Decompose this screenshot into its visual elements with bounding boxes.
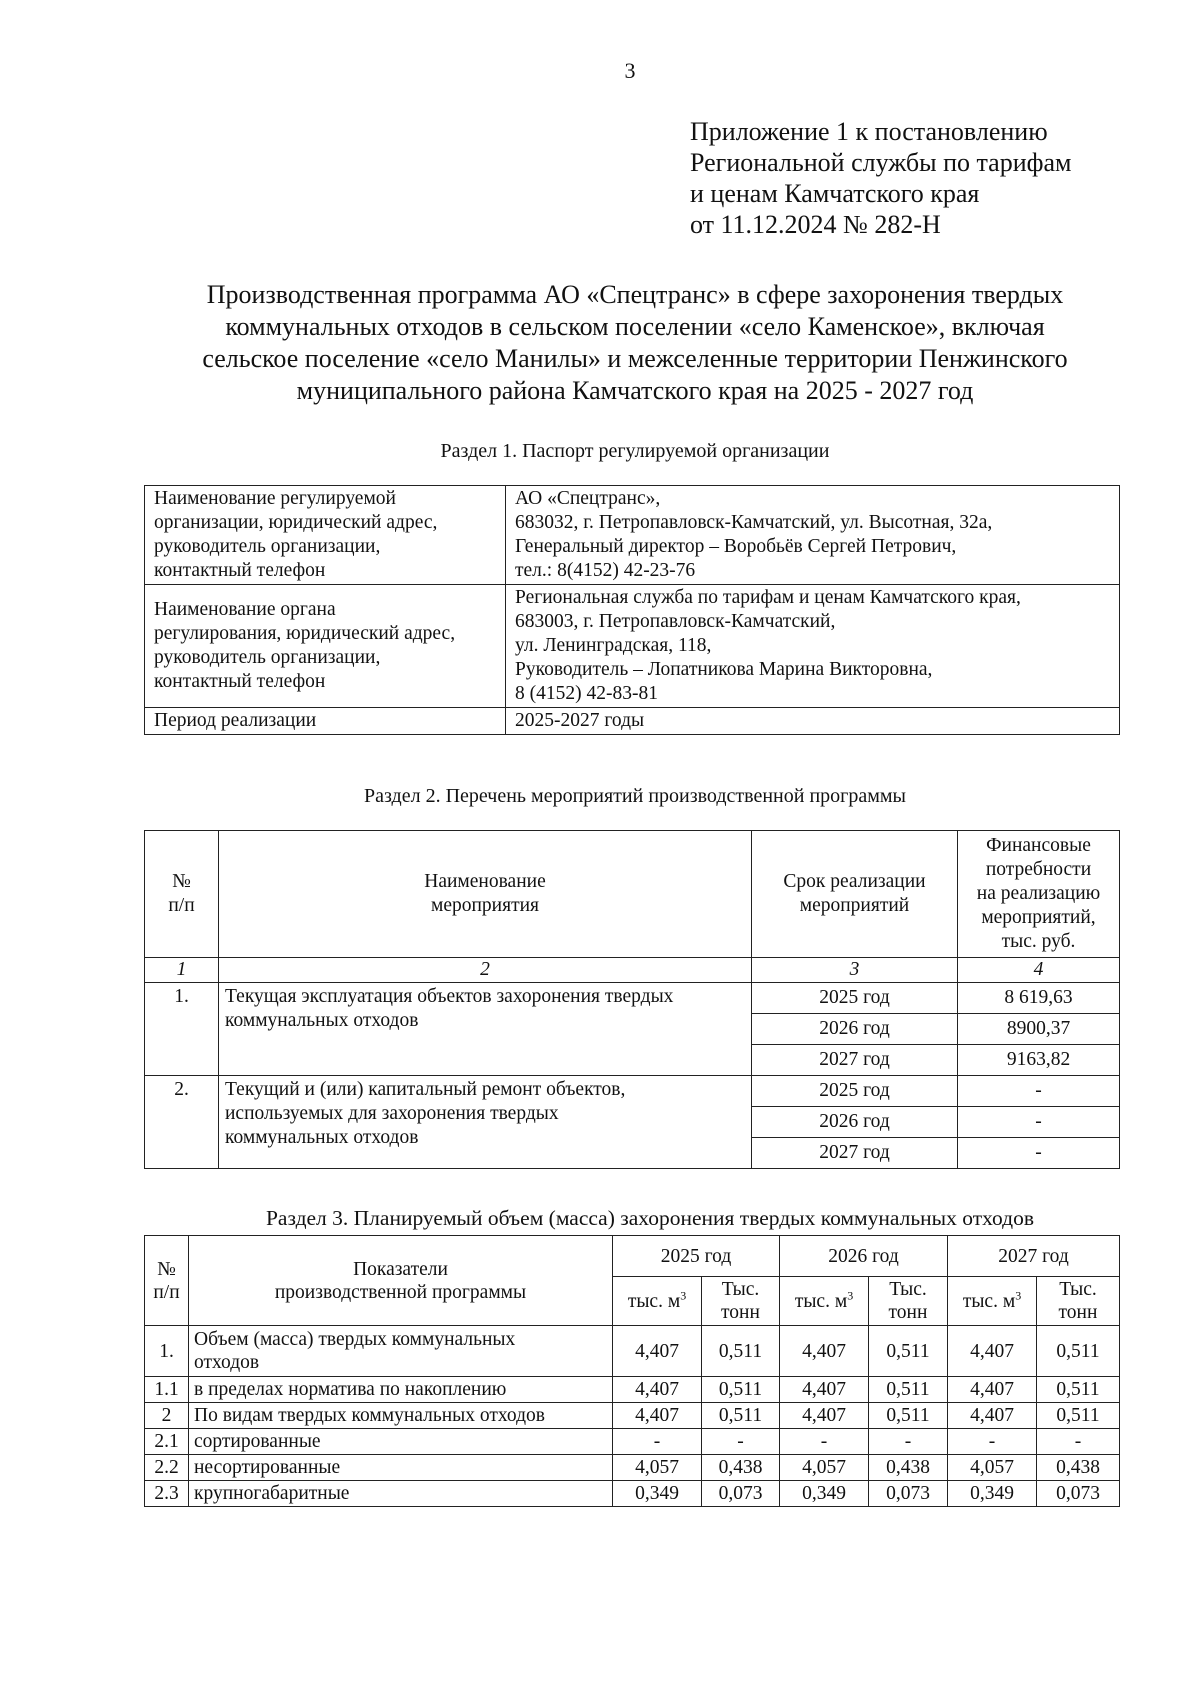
table-header-row: [145, 1236, 1120, 1277]
cell-line: коммунальных отходов: [225, 1010, 419, 1031]
row-value: 0,511: [702, 1403, 780, 1429]
row-value: 0,438: [869, 1455, 948, 1481]
row-value: 0,511: [702, 1326, 780, 1377]
header-unit-m3: [948, 1277, 1037, 1326]
item-year: 2025 год: [752, 1076, 958, 1107]
item-value: 8 619,63: [958, 983, 1120, 1014]
item-value: -: [958, 1107, 1120, 1138]
cell-line: Генеральный директор – Воробьёв Сергей Петрович,: [515, 536, 957, 557]
appendix-line: Приложение 1 к постановлению: [690, 117, 1048, 146]
table-row: [145, 1455, 1120, 1481]
organization-passport-table: [144, 485, 1120, 735]
item-value: -: [958, 1076, 1120, 1107]
item-year: 2027 год: [752, 1045, 958, 1076]
cell-line: мероприятий: [799, 895, 910, 916]
row-value: 0,438: [1037, 1455, 1120, 1481]
cell-line: тыс. руб.: [1001, 931, 1076, 952]
table-header-row: [145, 831, 1120, 958]
row-number: 1.: [145, 1326, 189, 1377]
cell-line: Объем (масса) твердых коммунальных: [194, 1329, 516, 1350]
row-number: 2.2: [145, 1455, 189, 1481]
cell-line: Срок реализации: [783, 871, 926, 892]
cell-line: п/п: [153, 1281, 180, 1303]
row-number: 2: [145, 1403, 189, 1429]
title-line: муниципального района Камчатского края на 2025 - 2027 год: [296, 376, 974, 405]
header-unit-m3: [780, 1277, 869, 1326]
table-row: [145, 708, 1120, 735]
table-row: [145, 1377, 1120, 1403]
waste-volume-table: [144, 1235, 1120, 1507]
cell-line: Тыс.: [889, 1279, 927, 1300]
header-unit-m3: [613, 1277, 702, 1326]
row-value: -: [780, 1429, 869, 1455]
section1-caption: Раздел 1. Паспорт регулируемой организации: [440, 440, 830, 462]
cell-line: отходов: [194, 1352, 260, 1373]
item-number: 2.: [145, 1076, 219, 1169]
row-value: 0,511: [1037, 1403, 1120, 1429]
cell-line: контактный телефон: [154, 560, 326, 581]
header-unit-tonn: [869, 1277, 948, 1326]
cell-line: Тыс.: [1059, 1279, 1097, 1300]
header-unit-tonn: [702, 1277, 780, 1326]
cell-line: Региональная служба по тарифам и ценам Камчатского края,: [515, 587, 1021, 608]
cell-line: мероприятия: [430, 895, 539, 916]
column-number: 1: [145, 958, 219, 983]
cell-line: коммунальных отходов: [225, 1127, 419, 1148]
header-unit-tonn: [1037, 1277, 1120, 1326]
cell-line: №: [157, 1258, 176, 1280]
cell-line: используемых для захоронения твердых: [225, 1103, 559, 1124]
row-value: -: [1037, 1429, 1120, 1455]
item-number: 1.: [145, 983, 219, 1076]
row-name: [189, 1326, 613, 1377]
item-name: [219, 983, 752, 1076]
row-value: 0,511: [869, 1326, 948, 1377]
item-value: -: [958, 1138, 1120, 1169]
header-year: 2027 год: [948, 1236, 1120, 1277]
item-year: 2026 год: [752, 1014, 958, 1045]
row-value: 4,407: [948, 1326, 1037, 1377]
cell-line: Текущий и (или) капитальный ремонт объектов,: [225, 1079, 626, 1100]
row-name: в пределах норматива по накоплению: [189, 1377, 613, 1403]
column-number: 4: [958, 958, 1120, 983]
passport-value-cell: 2025-2027 годы: [506, 708, 1120, 735]
passport-value-cell: [506, 585, 1120, 708]
title-line: Производственная программа АО «Спецтранс» в сфере захоронения твердых: [206, 280, 1064, 309]
row-value: 0,438: [702, 1455, 780, 1481]
cell-line: 8 (4152) 42-83-81: [515, 683, 658, 704]
activities-table: [144, 830, 1120, 1169]
row-value: -: [613, 1429, 702, 1455]
passport-label-cell: [145, 486, 506, 585]
appendix-line: и ценам Камчатского края: [690, 179, 980, 208]
appendix-line: от 11.12.2024 № 282-Н: [690, 210, 941, 239]
table-row: [145, 1429, 1120, 1455]
document-title: [140, 279, 1130, 407]
appendix-note: [690, 116, 1170, 240]
cell-line: тонн: [721, 1302, 760, 1323]
header-year: 2025 год: [613, 1236, 780, 1277]
column-number: 2: [219, 958, 752, 983]
row-value: 4,407: [948, 1403, 1037, 1429]
cell-line: 683003, г. Петропавловск-Камчатский,: [515, 611, 836, 632]
cell-line: Наименование органа: [154, 599, 336, 620]
appendix-line: Региональной службы по тарифам: [690, 148, 1072, 177]
page-number: 3: [624, 58, 636, 83]
row-value: -: [702, 1429, 780, 1455]
cell-line: Финансовые: [986, 835, 1091, 856]
row-number: 1.1: [145, 1377, 189, 1403]
table-row: [145, 1481, 1120, 1507]
table-row: [145, 1326, 1120, 1377]
row-value: -: [948, 1429, 1037, 1455]
header-num: [145, 1236, 189, 1326]
row-value: 4,057: [613, 1455, 702, 1481]
row-value: 4,057: [948, 1455, 1037, 1481]
row-name: сортированные: [189, 1429, 613, 1455]
row-value: 4,407: [780, 1377, 869, 1403]
row-name: крупногабаритные: [189, 1481, 613, 1507]
row-value: 0,073: [1037, 1481, 1120, 1507]
passport-label-cell: Период реализации: [145, 708, 506, 735]
cell-line: регулирования, юридический адрес,: [154, 623, 456, 644]
passport-label-cell: [145, 585, 506, 708]
cell-line: на реализацию: [976, 883, 1101, 904]
item-year: 2025 год: [752, 983, 958, 1014]
cell-line: Текущая эксплуатация объектов захоронения твердых: [225, 986, 674, 1007]
table-row: [145, 585, 1120, 708]
row-value: 4,407: [613, 1326, 702, 1377]
cell-line: Наименование: [424, 871, 546, 892]
cell-line: руководитель организации,: [154, 536, 381, 557]
cell-line: тонн: [1058, 1302, 1098, 1323]
section3-caption: Раздел 3. Планируемый объем (масса) захоронения твердых коммунальных отходов: [265, 1206, 1035, 1230]
row-value: 4,407: [948, 1377, 1037, 1403]
row-value: 0,349: [948, 1481, 1037, 1507]
cell-line: организации, юридический адрес,: [154, 512, 438, 533]
row-value: 0,511: [1037, 1377, 1120, 1403]
row-value: 0,511: [869, 1377, 948, 1403]
title-line: сельское поселение «село Манилы» и межселенные территории Пенжинского: [202, 344, 1068, 373]
header-term: [752, 831, 958, 958]
cell-line: тел.: 8(4152) 42-23-76: [515, 560, 696, 581]
item-value: 9163,82: [958, 1045, 1120, 1076]
unit-text: тыс. м: [794, 1290, 848, 1312]
table-row: [145, 983, 1120, 1014]
row-value: 0,349: [780, 1481, 869, 1507]
table-row: [145, 1076, 1120, 1107]
cell-line: руководитель организации,: [154, 647, 381, 668]
column-number: 3: [752, 958, 958, 983]
unit-text: тыс. м: [962, 1290, 1016, 1312]
cell-line: тонн: [888, 1302, 928, 1323]
cell-line: мероприятий,: [981, 907, 1096, 928]
cell-line: №: [172, 871, 191, 892]
header-num: [145, 831, 219, 958]
cell-line: Наименование регулируемой: [154, 488, 396, 509]
unit-sup: 3: [680, 1288, 687, 1302]
cell-line: Руководитель – Лопатникова Марина Викторовна,: [515, 659, 933, 680]
row-value: 4,407: [780, 1403, 869, 1429]
section2-caption: Раздел 2. Перечень мероприятий производственной программы: [364, 785, 906, 807]
unit-sup: 3: [1015, 1288, 1022, 1302]
cell-line: потребности: [985, 859, 1092, 880]
row-value: 0,511: [1037, 1326, 1120, 1377]
row-name: несортированные: [189, 1455, 613, 1481]
item-year: 2026 год: [752, 1107, 958, 1138]
row-value: 0,511: [702, 1377, 780, 1403]
cell-line: АО «Спецтранс»,: [515, 488, 661, 509]
title-line: коммунальных отходов в сельском поселении «село Каменское», включая: [225, 312, 1045, 341]
row-value: 0,073: [869, 1481, 948, 1507]
header-year: 2026 год: [780, 1236, 948, 1277]
item-value: 8900,37: [958, 1014, 1120, 1045]
table-row: [145, 1403, 1120, 1429]
row-name: По видам твердых коммунальных отходов: [189, 1403, 613, 1429]
cell-line: Показатели: [353, 1258, 448, 1280]
unit-sup: 3: [847, 1288, 854, 1302]
item-name: [219, 1076, 752, 1169]
row-value: 0,511: [869, 1403, 948, 1429]
row-value: -: [869, 1429, 948, 1455]
table-row: [145, 486, 1120, 585]
cell-line: производственной программы: [274, 1281, 527, 1303]
cell-line: контактный телефон: [154, 671, 326, 692]
header-finance: [958, 831, 1120, 958]
row-value: 4,407: [613, 1403, 702, 1429]
row-value: 4,057: [780, 1455, 869, 1481]
row-value: 4,407: [780, 1326, 869, 1377]
row-value: 0,073: [702, 1481, 780, 1507]
row-value: 0,349: [613, 1481, 702, 1507]
item-year: 2027 год: [752, 1138, 958, 1169]
column-number-row: [145, 958, 1120, 983]
row-value: 4,407: [613, 1377, 702, 1403]
row-number: 2.1: [145, 1429, 189, 1455]
cell-line: ул. Ленинградская, 118,: [515, 635, 712, 656]
passport-value-cell: [506, 486, 1120, 585]
unit-text: тыс. м: [627, 1290, 681, 1312]
row-number: 2.3: [145, 1481, 189, 1507]
header-name: [219, 831, 752, 958]
cell-line: Тыс.: [721, 1279, 760, 1300]
cell-line: 683032, г. Петропавловск-Камчатский, ул. Высотная, 32а,: [515, 512, 993, 533]
header-indicators: [189, 1236, 613, 1326]
cell-line: п/п: [168, 895, 195, 916]
